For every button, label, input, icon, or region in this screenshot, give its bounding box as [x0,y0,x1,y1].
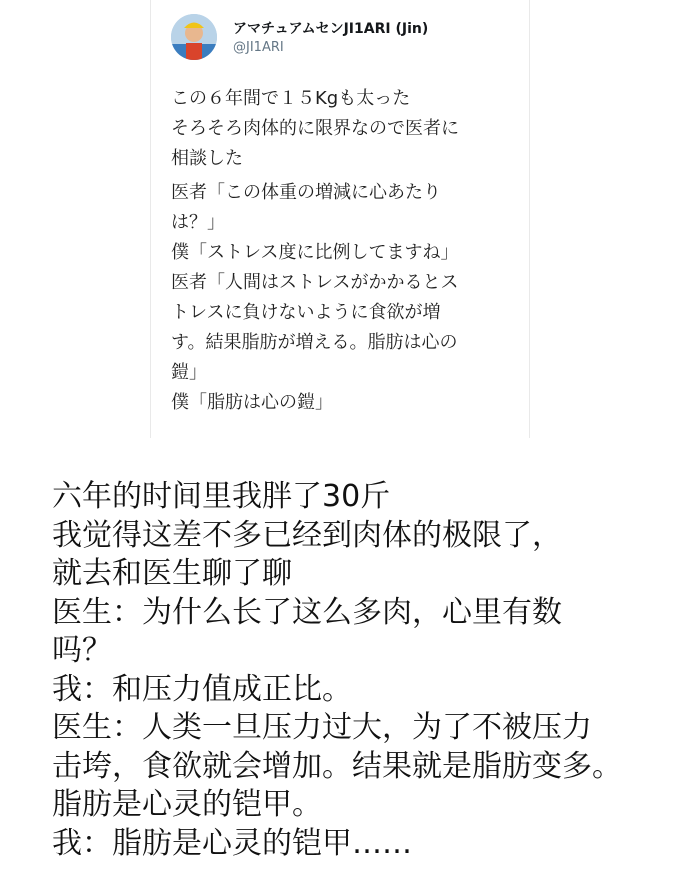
tweet-line: 医者「この体重の増減に心あたり [171,182,441,203]
tweet-line: 相談した [171,148,243,169]
translation-line: 我觉得这差不多已经到肉体的极限了， [52,517,562,553]
avatar[interactable] [171,14,217,60]
avatar-image [171,14,217,60]
tweet-line: 鎧」 [171,362,207,383]
tweet-line: 僕「ストレス度に比例してますね」 [171,242,459,263]
tweet-line: 僕「脂肪は心の鎧」 [171,392,333,413]
display-name[interactable]: アマチュアムセンJI1ARI (Jin) [233,21,429,37]
translation-line: 六年的时间里我胖了30斤 [52,479,391,514]
tweet-card [150,0,530,438]
translation-line: 医生：为什么长了这么多肉，心里有数 [52,594,562,630]
tweet-line: この６年間で１５Kgも太った [171,88,411,109]
user-handle[interactable]: @JI1ARI [233,40,284,55]
tweet-line: トレスに負けないように食欲が増 [171,302,441,323]
translation-line: 我：和压力值成正比。 [52,671,352,707]
translation-line: 吗？ [52,633,112,668]
translation-line: 我：脂肪是心灵的铠甲…… [52,825,412,861]
tweet-line: そろそろ肉体的に限界なので医者に [171,118,459,139]
tweet-line: 医者「人間はストレスがかかるとス [171,272,459,293]
tweet-line: は？」 [171,212,225,233]
translation-line: 就去和医生聊了聊 [52,556,292,591]
translation-line: 医生：人类一旦压力过大，为了不被压力 [52,710,592,745]
translation-line: 脂肪是心灵的铠甲。 [52,787,322,822]
translation-line: 击垮，食欲就会增加。结果就是脂肪变多。 [52,748,622,784]
translation-text [52,478,682,863]
tweet-text [171,84,521,418]
tweet-line: す。結果脂肪が増える。脂肪は心の [171,332,458,353]
